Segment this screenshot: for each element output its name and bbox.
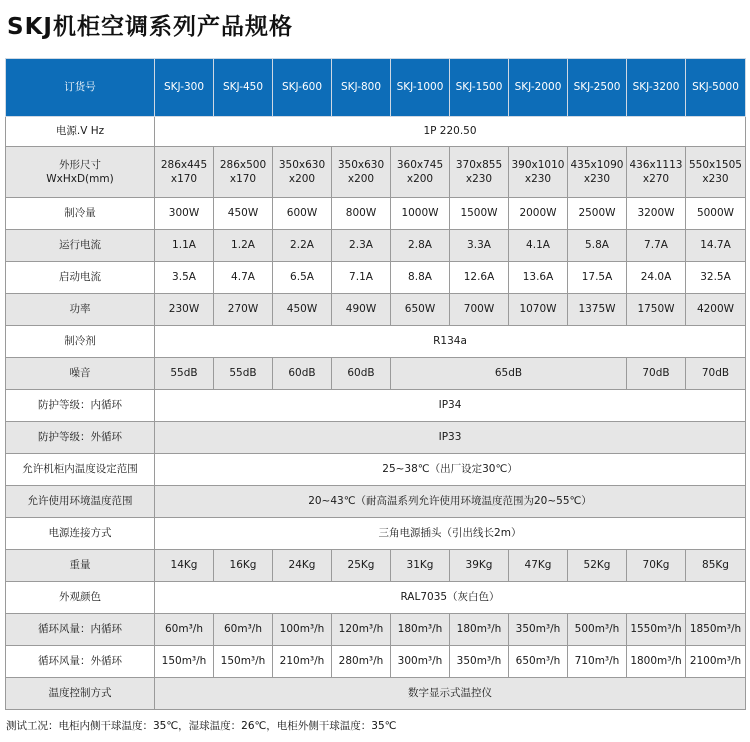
table-cell: 210m³/h [273, 646, 332, 678]
merged-cell: 1P 220.50 [155, 117, 746, 147]
table-cell: 2.3A [332, 230, 391, 262]
row-label: 启动电流 [6, 262, 155, 294]
table-row [6, 198, 746, 230]
table-cell: 350m³/h [450, 646, 509, 678]
table-cell: 286x500 x170 [214, 147, 273, 198]
table-cell: 1750W [627, 294, 686, 326]
spec-table [5, 58, 746, 710]
table-cell: 350x630 x200 [332, 147, 391, 198]
table-row [6, 390, 746, 422]
table-cell: 300W [155, 198, 214, 230]
table-cell: 55dB [214, 358, 273, 390]
table-cell: 55dB [155, 358, 214, 390]
table-cell: 1000W [391, 198, 450, 230]
table-cell: 280m³/h [332, 646, 391, 678]
table-cell: 8.8A [391, 262, 450, 294]
row-label: 功率 [6, 294, 155, 326]
model-header: SKJ-1000 [391, 59, 450, 117]
table-cell: 24Kg [273, 550, 332, 582]
table-cell: 25Kg [332, 550, 391, 582]
row-label: 允许机柜内温度设定范围 [6, 454, 155, 486]
table-cell: 4.7A [214, 262, 273, 294]
table-cell: 60m³/h [214, 614, 273, 646]
table-cell: 13.6A [509, 262, 568, 294]
row-label: 防护等级：外循环 [6, 422, 155, 454]
table-row [6, 518, 746, 550]
table-cell: 7.7A [627, 230, 686, 262]
table-cell: 300m³/h [391, 646, 450, 678]
table-cell: 360x745 x200 [391, 147, 450, 198]
table-row [6, 117, 746, 147]
table-cell: 70Kg [627, 550, 686, 582]
row-label: 循环风量：外循环 [6, 646, 155, 678]
merged-cell: R134a [155, 326, 746, 358]
table-cell: 4.1A [509, 230, 568, 262]
table-cell: 5.8A [568, 230, 627, 262]
row-label: 运行电流 [6, 230, 155, 262]
table-cell: 3200W [627, 198, 686, 230]
table-row [6, 147, 746, 198]
table-cell: 390x1010 x230 [509, 147, 568, 198]
table-cell: 180m³/h [391, 614, 450, 646]
table-cell: 5000W [686, 198, 746, 230]
row-label: 外观颜色 [6, 582, 155, 614]
table-cell: 3.5A [155, 262, 214, 294]
table-cell: 436x1113 x270 [627, 147, 686, 198]
table-cell: 1.2A [214, 230, 273, 262]
table-cell: 1500W [450, 198, 509, 230]
table-cell: 52Kg [568, 550, 627, 582]
table-cell: 60dB [332, 358, 391, 390]
table-cell: 350x630 x200 [273, 147, 332, 198]
table-cell: 600W [273, 198, 332, 230]
table-cell: 230W [155, 294, 214, 326]
table-cell: 800W [332, 198, 391, 230]
merged-cell: RAL7035（灰白色） [155, 582, 746, 614]
merged-cell: 25~38℃（出厂设定30℃） [155, 454, 746, 486]
table-cell: 710m³/h [568, 646, 627, 678]
table-cell: 31Kg [391, 550, 450, 582]
table-cell: 1850m³/h [686, 614, 746, 646]
merged-cell: IP34 [155, 390, 746, 422]
merged-cell: 65dB [391, 358, 627, 390]
table-row [6, 550, 746, 582]
table-cell: 500m³/h [568, 614, 627, 646]
model-header: SKJ-5000 [686, 59, 746, 117]
model-header: SKJ-1500 [450, 59, 509, 117]
merged-cell: 20~43℃（耐高温系列允许使用环境温度范围为20~55℃） [155, 486, 746, 518]
table-cell: 150m³/h [155, 646, 214, 678]
table-cell: 550x1505 x230 [686, 147, 746, 198]
table-cell: 60dB [273, 358, 332, 390]
row-label: 制冷量 [6, 198, 155, 230]
merged-cell: 三角电源插头（引出线长2m） [155, 518, 746, 550]
table-cell: 270W [214, 294, 273, 326]
table-cell: 2500W [568, 198, 627, 230]
table-cell: 700W [450, 294, 509, 326]
table-cell: 286x445 x170 [155, 147, 214, 198]
row-label: 重量 [6, 550, 155, 582]
merged-cell: IP33 [155, 422, 746, 454]
table-cell: 32.5A [686, 262, 746, 294]
table-row [6, 358, 746, 390]
table-cell: 17.5A [568, 262, 627, 294]
table-cell: 24.0A [627, 262, 686, 294]
table-cell: 16Kg [214, 550, 273, 582]
table-cell: 60m³/h [155, 614, 214, 646]
row-label: 外形尺寸 WxHxD(mm) [6, 147, 155, 198]
table-cell: 650W [391, 294, 450, 326]
table-cell: 12.6A [450, 262, 509, 294]
model-header: SKJ-450 [214, 59, 273, 117]
model-header: SKJ-3200 [627, 59, 686, 117]
table-cell: 47Kg [509, 550, 568, 582]
header-row [6, 59, 746, 117]
table-cell: 2100m³/h [686, 646, 746, 678]
table-cell: 2.8A [391, 230, 450, 262]
table-cell: 370x855 x230 [450, 147, 509, 198]
table-cell: 85Kg [686, 550, 746, 582]
table-cell: 14Kg [155, 550, 214, 582]
row-label: 电源.V Hz [6, 117, 155, 147]
model-header: SKJ-300 [155, 59, 214, 117]
table-row [6, 646, 746, 678]
table-row [6, 230, 746, 262]
table-row [6, 614, 746, 646]
table-cell: 650m³/h [509, 646, 568, 678]
table-row [6, 262, 746, 294]
order-number-header: 订货号 [6, 59, 155, 117]
table-row [6, 294, 746, 326]
table-row [6, 326, 746, 358]
table-cell: 100m³/h [273, 614, 332, 646]
table-row [6, 582, 746, 614]
table-cell: 450W [273, 294, 332, 326]
row-label: 循环风量：内循环 [6, 614, 155, 646]
row-label: 防护等级：内循环 [6, 390, 155, 422]
page-title: SKJ机柜空调系列产品规格 [7, 14, 293, 40]
table-cell: 1375W [568, 294, 627, 326]
row-label: 电源连接方式 [6, 518, 155, 550]
table-cell: 70dB [627, 358, 686, 390]
table-cell: 350m³/h [509, 614, 568, 646]
table-cell: 7.1A [332, 262, 391, 294]
table-cell: 450W [214, 198, 273, 230]
table-cell: 1550m³/h [627, 614, 686, 646]
table-cell: 70dB [686, 358, 746, 390]
table-row [6, 422, 746, 454]
table-cell: 490W [332, 294, 391, 326]
model-header: SKJ-800 [332, 59, 391, 117]
row-label: 允许使用环境温度范围 [6, 486, 155, 518]
table-cell: 2000W [509, 198, 568, 230]
table-row [6, 486, 746, 518]
table-cell: 6.5A [273, 262, 332, 294]
table-row [6, 454, 746, 486]
model-header: SKJ-2500 [568, 59, 627, 117]
table-cell: 39Kg [450, 550, 509, 582]
model-header: SKJ-2000 [509, 59, 568, 117]
table-cell: 3.3A [450, 230, 509, 262]
model-header: SKJ-600 [273, 59, 332, 117]
test-conditions-note: 测试工况：电柜内侧干球温度：35℃，湿球温度：26℃，电柜外侧干球温度：35℃ [6, 720, 397, 732]
table-row [6, 678, 746, 710]
table-cell: 1070W [509, 294, 568, 326]
table-cell: 4200W [686, 294, 746, 326]
row-label: 噪音 [6, 358, 155, 390]
merged-cell: 数字显示式温控仪 [155, 678, 746, 710]
table-cell: 1800m³/h [627, 646, 686, 678]
table-cell: 120m³/h [332, 614, 391, 646]
table-cell: 150m³/h [214, 646, 273, 678]
table-cell: 14.7A [686, 230, 746, 262]
row-label: 制冷剂 [6, 326, 155, 358]
table-cell: 2.2A [273, 230, 332, 262]
table-cell: 1.1A [155, 230, 214, 262]
table-cell: 180m³/h [450, 614, 509, 646]
table-cell: 435x1090 x230 [568, 147, 627, 198]
row-label: 温度控制方式 [6, 678, 155, 710]
